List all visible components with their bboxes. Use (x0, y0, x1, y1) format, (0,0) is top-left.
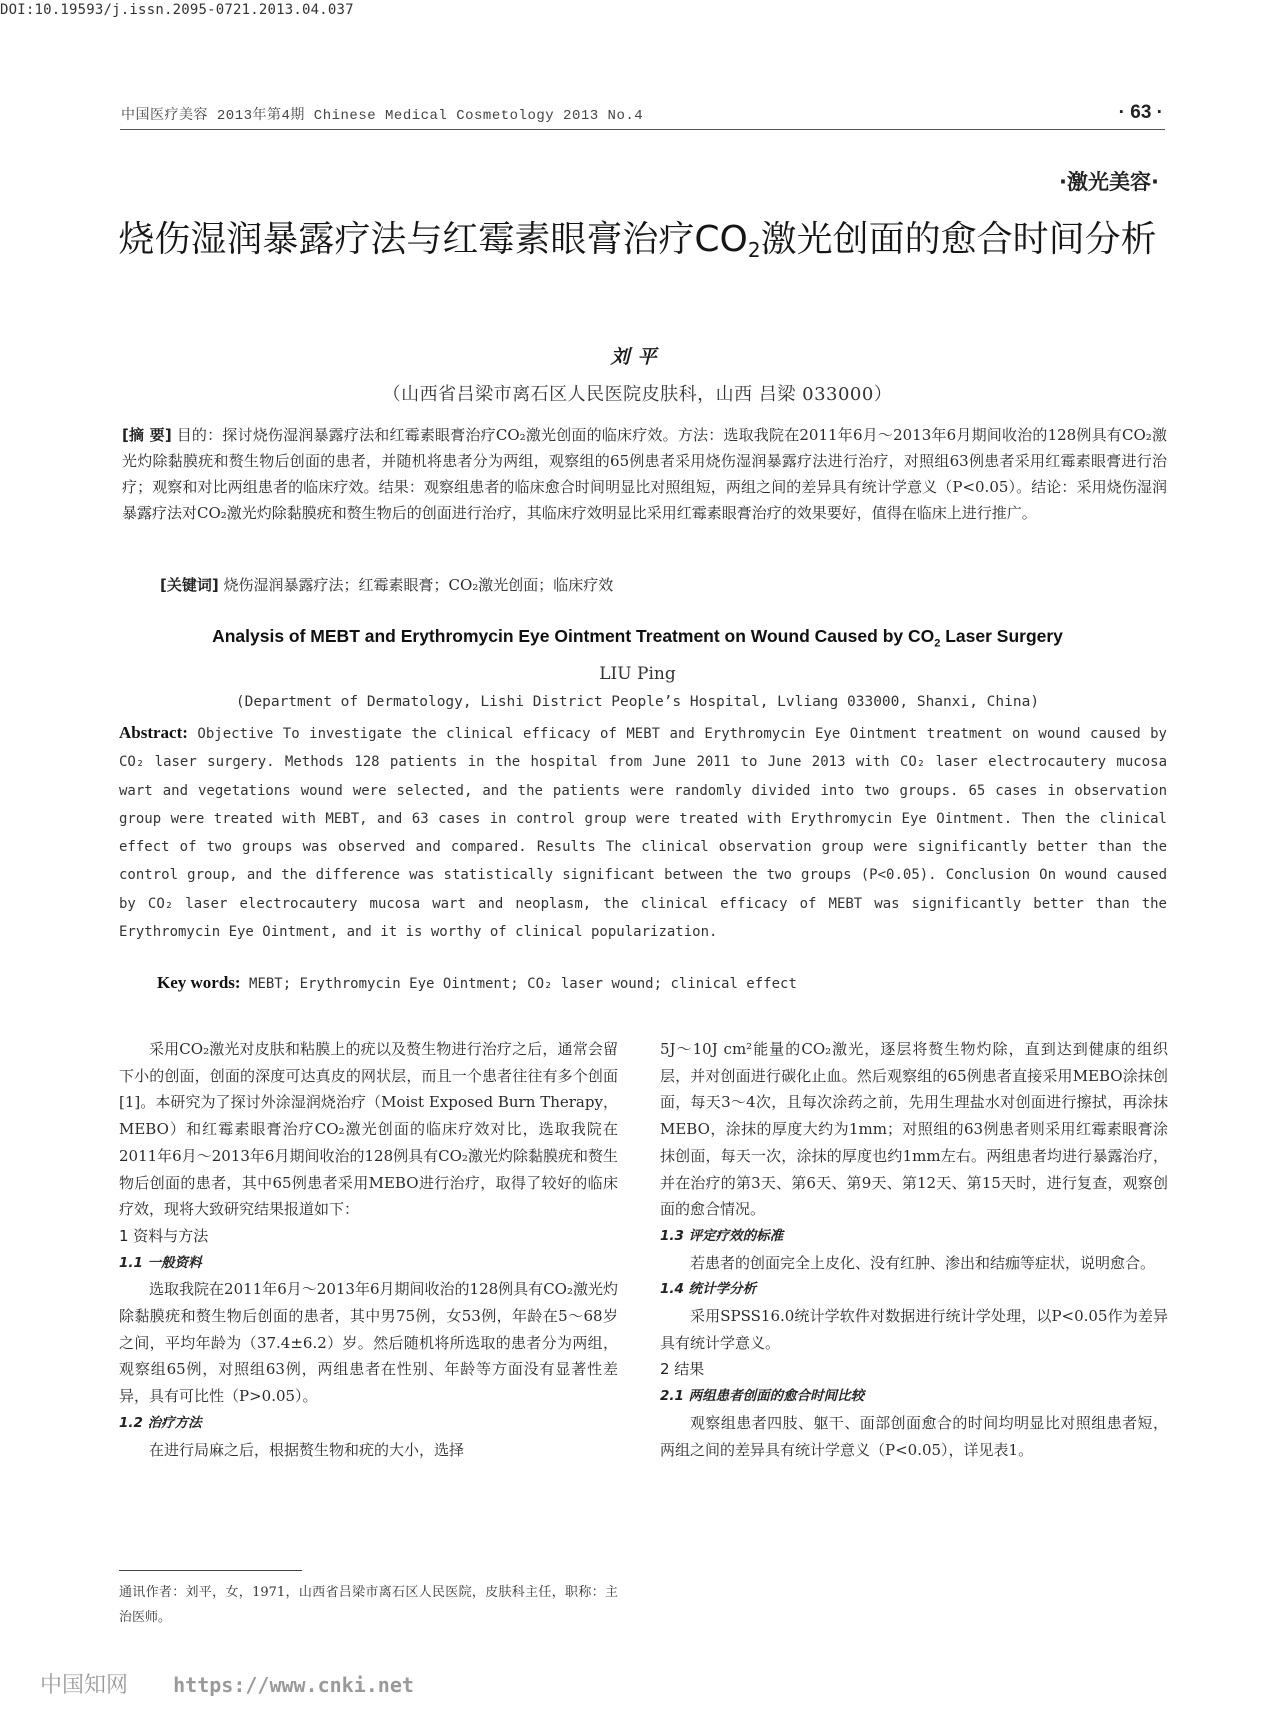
abstract-text: 目的：探讨烧伤湿润暴露疗法和红霉素眼膏治疗CO₂激光创面的临床疗效。方法：选取我院在2011年6月～2013年6月期间收治的128例具有CO₂激光灼除黏膜疣和赘生物后创面的患者，并随机将患者分为两组，观察组的65例患者采用烧伤湿润暴露疗法进行治疗，对照组63例患者采用红霉素眼膏进行治疗；观察和对比两组患者的临床疗效。结果：观察组患者的临床愈合时间明显比对照组短，两组之间的差异具有统计学意义（P<0.05）。结论：采用烧伤湿润暴露疗法对CO₂激光灼除黏膜疣和赘生物后的创面进行治疗，其临床疗效明显比采用红霉素眼膏治疗的效果要好，值得在临床上进行推广。 (122, 426, 1167, 522)
keywords-label: [关键词] (160, 576, 219, 594)
paragraph-1-3: 若患者的创面完全上皮化、没有红肿、渗出和结痂等症状，说明愈合。 (690, 1253, 1156, 1272)
cnki-watermark: 中国知网 (40, 1673, 129, 1698)
abstract-en-text: Objective To investigate the clinical efficacy of MEBT and Erythromycin Eye Ointment treatment on wound caused by CO₂ laser surgery. Methods 128 patients in the hospital from June 2011 to June 2013 with CO₂ laser electrocautery mucosa wart and vegetations wound were selected, and the patients were randomly divided into two groups. 65 cases in observation group were treated with MEBT, and 63 cases in control group were treated with Erythromycin Eye Ointment. Then the clinical effect of two groups was observed and compared. Results The clinical observation group were significantly better than the control group, and the difference was statistically significant between the two groups (P<0.05). Conclusion On wound caused by CO₂ laser electrocautery mucosa wart and neoplasm, the clinical efficacy of MEBT was significantly better than the Erythromycin Eye Ointment, and it is worthy of clinical popularization. (119, 726, 1167, 941)
intro-paragraph: 采用CO₂激光对皮肤和粘膜上的疣以及赘生物进行治疗之后，通常会留下小的创面，创面的深度可达真皮的网状层，而且一个患者往往有多个创面[1]。本研究为了探讨外涂湿润烧治疗（Moist Exposed Burn Therapy，MEBO）和红霉素眼膏治疗CO₂激光创面的临床疗效对比，选取我院在2011年6月～2013年6月期间收治的128例具有CO₂激光灼除黏膜疣和赘生物后创面的患者，其中65例患者采用MEBO进行治疗，取得了较好的临床疗效，现将大致研究结果报道如下： (119, 1040, 618, 1219)
cnki-footer (40, 1668, 414, 1699)
paragraph-2-1: 观察组患者四肢、躯干、面部创面愈合的时间均明显比对照组患者短，两组之间的差异具有统计学意义（P<0.05），详见表1。 (660, 1413, 1168, 1459)
author-chinese: 刘平 (610, 346, 665, 368)
body-column-right (660, 1036, 1168, 1463)
heading-1-2: 1.2 治疗方法 (119, 1414, 202, 1431)
keywords-text: 烧伤湿润暴露疗法；红霉素眼膏；CO₂激光创面；临床疗效 (223, 576, 614, 594)
page-number: · 63 · (1118, 102, 1163, 123)
author-english: LIU Ping (599, 664, 676, 684)
heading-1-4: 1.4 统计学分析 (660, 1281, 757, 1298)
paragraph-1-4: 采用SPSS16.0统计学软件对数据进行统计学处理，以P<0.05作为差异具有统计学意义。 (660, 1307, 1168, 1352)
running-head: 中国医疗美容 2013年第4期 Chinese Medical Cosmetology 2013 No.4 (121, 108, 644, 124)
paragraph-1-1: 选取我院在2011年6月～2013年6月期间收治的128例具有CO₂激光灼除黏膜疣和赘生物后创面的患者，其中男75例，女53例，年龄在5～68岁之间，平均年龄为（37.4±6.2）岁。然后随机将所选取的患者分为两组，观察组65例，对照组63例，两组患者在性别、年龄等方面没有显著性差异，具有可比性（P>0.05）。 (119, 1280, 618, 1406)
keywords-en-text: MEBT; Erythromycin Eye Ointment; CO₂ laser wound; clinical effect (249, 976, 797, 992)
heading-2-1: 2.1 两组患者创面的愈合时间比较 (660, 1388, 865, 1405)
affiliation-english: (Department of Dermatology, Lishi District People’s Hospital, Lvliang 033000, Shanxi, China) (235, 694, 1040, 710)
cnki-url[interactable]: https://www.cnki.net (173, 1673, 414, 1697)
affiliation-chinese: （山西省吕梁市离石区人民医院皮肤科，山西 吕梁 033000） (382, 384, 893, 405)
keywords-en-label: Key words: (157, 973, 241, 992)
abstract-label: [摘 要] (122, 426, 172, 444)
heading-2: 2 结果 (660, 1360, 705, 1379)
paragraph-1-2: 在进行局麻之后，根据赘生物和疣的大小，选择 (149, 1440, 465, 1459)
keywords-chinese (160, 572, 1160, 598)
heading-1-3: 1.3 评定疗效的标准 (660, 1227, 784, 1244)
footnote: 通讯作者：刘平，女，1971，山西省吕梁市离石区人民医院，皮肤科主任，职称：主治医师。 (119, 1585, 618, 1625)
abstract-english (119, 719, 1167, 946)
title-chinese: 烧伤湿润暴露疗法与红霉素眼膏治疗$CO_2$激光创面的愈合时间分析 (118, 219, 1157, 262)
heading-1: 1 资料与方法 (119, 1226, 209, 1245)
paragraph-continued: 5J～10J cm²能量的CO₂激光，逐层将赘生物灼除，直到达到健康的组织层，并对创面进行碳化止血。然后观察组的65例患者直接采用MEBO涂抹创面，每天3～4次，且每次涂药之前，先用生理盐水对创面进行擦拭，再涂抹MEBO，涂抹的厚度大约为1mm；对照组的63例患者则采用红霉素眼膏涂抹创面，每天一次，涂抹的厚度也约1mm左右。两组患者均进行暴露治疗，并在治疗的第3天、第6天、第9天、第12天、第15天时，进行复查，观察创面的愈合情况。 (660, 1040, 1168, 1219)
section-tag: ·激光美容· (1059, 170, 1159, 194)
body-column-left (119, 1036, 618, 1463)
abstract-en-label: Abstract: (119, 723, 188, 742)
footnote-rule (119, 1570, 302, 1571)
keywords-english (157, 973, 1167, 993)
abstract-chinese (122, 422, 1167, 526)
doi-line: DOI:10.19593/j.issn.2095-0721.2013.04.037 (0, 2, 354, 18)
heading-1-1: 1.1 一般资料 (119, 1254, 202, 1271)
title-english: Analysis of MEBT and Erythromycin Eye Ointment Treatment on Wound Caused by $CO_2$ Laser Surgery (212, 626, 1063, 650)
header-rule (120, 129, 1165, 130)
